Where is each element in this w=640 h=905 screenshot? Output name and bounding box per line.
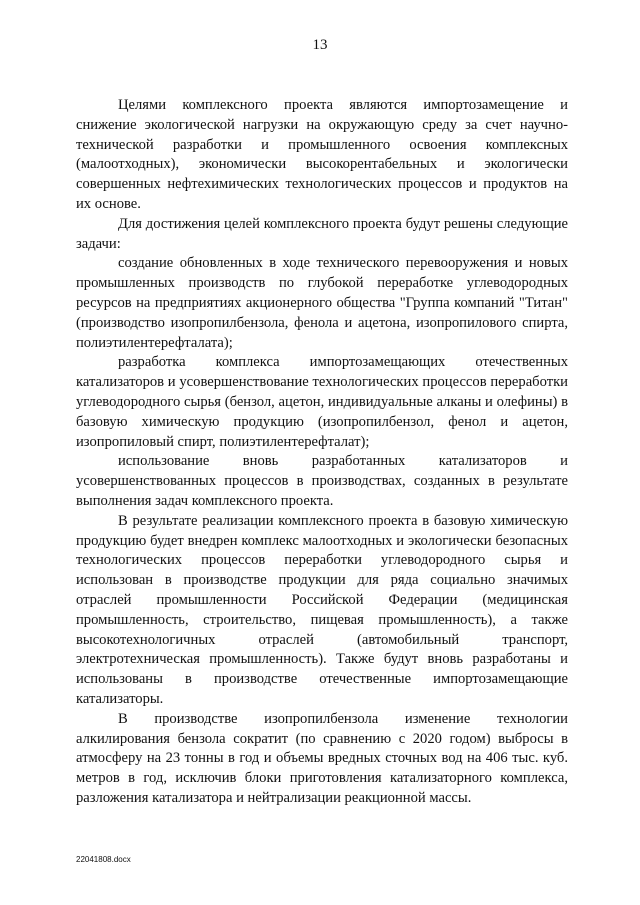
paragraph-results: В результате реализации комплексного проекта в базовую химическую продукцию будет внедрен комплекс малоотходных и экологически безопасных технологических процессов переработки углеводородного сырья и использован в производстве продукции для ряда социально значимых отраслей промышленности Российской Федерации (медицинская промышленность, строительство, пищевая промышленность), а также высокотехнологичных отраслей (автомобильный транспорт, электротехническая промышленность). Также будут вновь разработаны и использованы в производстве отечественные импортозамещающие катализаторы. — [76, 512, 568, 707]
document-body — [76, 96, 568, 809]
footer-filename: 22041808.docx — [76, 855, 131, 864]
paragraph-goals: Целями комплексного проекта являются импортозамещение и снижение экологической нагрузки на окружающую среду за счет научно-технической разработки и промышленного освоения комплексных (малоотходных), экономически высокорентабельных и экологически совершенных нефтехимических технологических процессов и продуктов на их основе. — [76, 97, 568, 212]
paragraph-task-3: использование вновь разработанных катализаторов и усовершенствованных процессов в производствах, созданных в результате выполнения задач комплексного проекта. — [76, 453, 568, 509]
page-number: 13 — [312, 37, 328, 53]
paragraph-emissions: В производстве изопропилбензола изменение технологии алкилирования бензола сократит (по сравнению с 2020 годом) выбросы в атмосферу на 23 тонны в год и объемы вредных сточных вод на 406 тыс. куб. метров в год, исключив блоки приготовления катализаторного комплекса, разложения катализатора и нейтрализации реакционной массы. — [76, 710, 568, 806]
paragraph-task-1: создание обновленных в ходе технического перевооружения и новых промышленных производств по глубокой переработке углеводородных ресурсов на предприятиях акционерного общества "Группа компаний "Титан" (производство изопропилбензола, фенола и ацетона, изопропилового спирта, полиэтилентерефталата); — [76, 255, 568, 351]
paragraph-task-2: разработка комплекса импортозамещающих отечественных катализаторов и усовершенствование технологических процессов переработки углеводородного сырья (бензол, ацетон, индивидуальные алканы и олефины) в базовую химическую продукцию (изопропилбензол, фенол и ацетон, изопропиловый спирт, полиэтилентерефталат); — [76, 354, 568, 450]
paragraph-tasks-intro: Для достижения целей комплексного проекта будут решены следующие задачи: — [76, 215, 568, 252]
